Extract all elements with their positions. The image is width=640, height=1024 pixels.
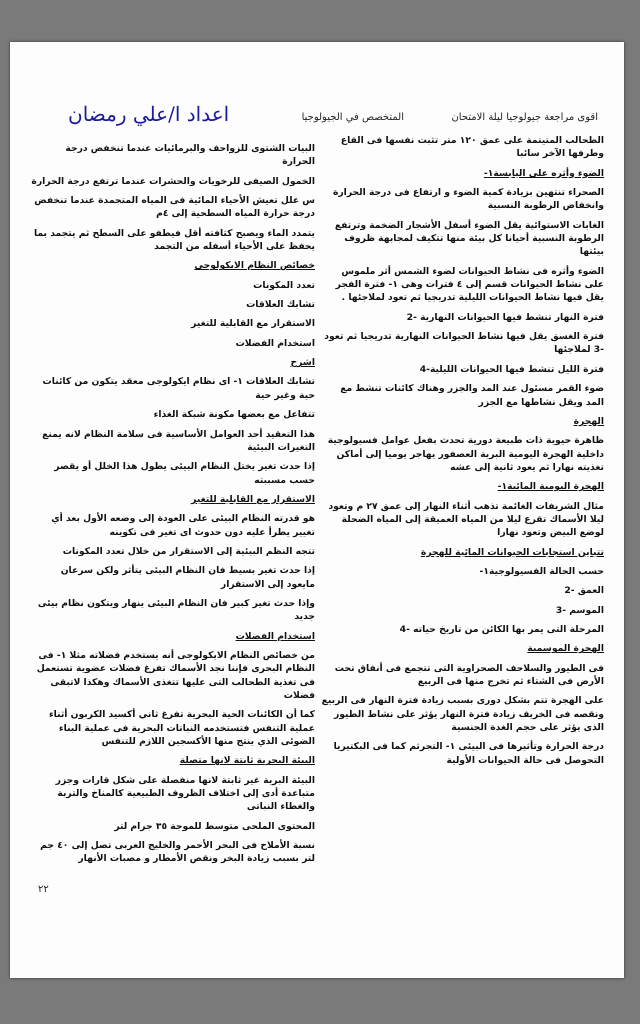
paragraph: الضوء وأثره فى نشاط الحيوانات لضوء الشمس أثر ملموس على نشاط الحيوانات قسم إلى ٤ فترات وهى ١- فترة الفجر يقل فيها نشاط الحيوانات الليلية تدريجيا ثم تعود لملاجئها . (335, 265, 604, 304)
paragraph: كما أن الكائنات الحية البحرية تفرغ ثاني أكسيد الكربون أثناء عملية التنفس فتستخدمه النباتات البحرية فى عملية البناء الضوئى الذي ينتج منها الأكسجين اللازم للتنفس (48, 709, 315, 748)
paragraph: يتمدد الماء ويصبح كثافته أقل فيطفو على السطح ثم يتجمد بما يحفظ على الأحياء أسفله من التجمد (33, 227, 315, 253)
paragraph: إذا حدث تغير بسيط فان النظام البيئى يتأثر ولكن سرعان مايعود إلى الاستقرار (60, 565, 315, 590)
list-item: العمق -2 (564, 585, 604, 597)
list-item: حسب الحالة الفسيولوجية١- (479, 565, 604, 577)
right-column (319, 134, 604, 773)
paragraph: البيئة البحرية ثابتة لانها متصلة (179, 755, 315, 767)
paragraph: فى الطيور والسلاحف الصحراوية التى تتجمع فى أنفاق تحت الأرض فى الشتاء ثم تخرج منها فى الربيع (334, 662, 604, 687)
paragraph: ظاهرة حيوية ذات طبيعة دورية تحدث بفعل عوامل فسيولوجية داخلية الهجرة اليومية البرية العصفور يهاجر يوميا إلى أماكن تغذيته نهارا ثم يعود ثانية إلى عشه (327, 435, 604, 473)
header-title: اقوى مراجعة جيولوجيا ليلة الامتحان (451, 112, 598, 123)
list-item: الاستقرار مع القابلية للتغير (191, 318, 315, 330)
section-heading: الهجرة (573, 415, 604, 427)
paragraph: البيات الشتوى للزواحف والبرمائيات عندما تنخفض درجة الحرارة (65, 143, 315, 168)
paragraph: الصحراء تنتهين بزيادة كمية الضوء و ارتفاع فى درجة الحرارة وانخفاض الرطوبة النسبية (332, 187, 604, 212)
paragraph: تتجه النظم البيئية إلى الاستقرار من خلال تعدد المكونات (62, 545, 315, 557)
paragraph: تشابك العلاقات ١- اى نظام ايكولوجى معقد يتكون من كائنات حية وغير حية (42, 376, 315, 401)
paragraph: تتفاعل مع بعضها مكونة شبكة الغذاء (153, 409, 315, 421)
list-item: المرحلة التى يمر بها الكائن من تاريخ حياته -4 (399, 623, 604, 635)
list-item: الموسم -3 (555, 604, 604, 616)
list-item: تشابك العلاقات (246, 299, 315, 311)
paragraph: هذا التعقيد أحد العوامل الأساسية فى سلامة النظام لانه يمنع التغيرات البيئية (42, 428, 315, 453)
paragraph: الطحالب المتيتمة على عمق ١٢٠ متر تثبت نفسها فى القاع وطرفها الآخر سائبا (340, 135, 604, 160)
paragraph: الغابات الاستوائية يقل الضوء أسفل الأشجار الضخمة وترتفع الرطوبة النسبية أحيانا كل بيئة منها تتكيف لمجابهة ظروف بيئتها (334, 219, 604, 258)
section-heading: الاستقرار مع القابلية للتغير (191, 493, 315, 505)
paragraph: فترة الغسق يقل فيها نشاط الحيوانات النهارية تدريجيا ثم تعود -3 لملاجئها (324, 331, 604, 356)
paragraph: البيئة البرية غير ثابتة لانها منفصلة على شكل قارات وجزر متباعدة أدى إلى اختلاف الظروف الطبيعية كالمناخ والتربة والغطاء النباتى (55, 774, 315, 813)
paragraph: مثال الشريفات الغائمة تذهب أثناء النهار إلى عمق ٢٧ م وتعود ليلا الأسماك تقرع ليلا من المياه العميقة إلى المياه الضحلة لوضع البيض وتعود نهارا (328, 500, 604, 539)
paragraph: على الهجرة تتم بشكل دورى بسبب زيادة فترة النهار فى الربيع ونقصه فى الخريف زيادة فترة النهار يؤثر على نشاط الطيور الذى يؤثر على حجم الغدة الجنسية (321, 695, 604, 734)
paragraph: الخمول الصيفى للرخويات والحشرات عندما ترتفع درجة الحرارة (31, 175, 315, 187)
document-page (10, 42, 624, 978)
page-number: ٢٢ (38, 884, 49, 895)
paragraph: فترة الليل تنشط فيها الحيوانات الليلية-4 (419, 363, 604, 375)
section-heading: الهجرة اليومية المائية١- (497, 481, 604, 493)
list-item: تعدد المكونات (253, 279, 315, 291)
paragraph: وإذا حدث تغير كبير فان النظام البيئى ينهار ويتكون نظام بيئى جديد (37, 597, 315, 623)
paragraph: من خصائص النظام الايكولوجى أنه يستخدم فضلاته مثلا ١- فى النظام البحرى فإننا نجد الأسماك تفرغ فضلات عضوية تستعمل فى تغذية الطحالب التى عليها تتغذى الأسماك وهكذا لاتبقى فضلات (36, 649, 315, 701)
section-heading: تتباين استجابات الحيوانات المائية للهجرة (420, 546, 604, 558)
paragraph: نسبة الأملاح فى البحر الأحمر والخليج العربى تصل إلى ٤٠ جم لتر بسبب زيادة البخر ونقص الأمطار و مصبات الأنهار (40, 840, 315, 865)
left-column (30, 142, 315, 872)
section-heading: اشرح (290, 357, 315, 369)
paragraph: المحتوى الملحى متوسط للموجة ٣٥ جرام لتر (114, 820, 315, 832)
list-item: استخدام الفضلات (235, 337, 315, 349)
author-name: اعداد ا/علي رمضان (68, 102, 230, 126)
paragraph: إذا حدث تغير يختل النظام البيئى يطول هذا الخلل أو يقصر حسب مسببته (54, 461, 315, 486)
section-heading: خصائص النظام الايكولوجى (194, 260, 315, 272)
section-heading: الهجرة الموسمية (527, 643, 604, 655)
section-heading: استخدام الفضلات (235, 630, 315, 642)
header-subtitle: المتخصص في الجيولوجيا (301, 112, 404, 123)
paragraph: درجة الحرارة وتأثيرها فى البيئى ١- التجرثم كما فى البكتيريا التحوصل فى حالة الحيوانات الأولية (333, 741, 604, 766)
paragraph: ضوء القمر مسئول عند المد والجزر وهناك كائنات تنشط مع المد ويقل نشاطها مع الجزر (340, 383, 604, 408)
paragraph: فترة النهار تنشط فيها الحيوانات النهارية -2 (406, 311, 604, 323)
paragraph: هو قدرته النظام البيئى على العودة إلى وضعه الأول بعد أي تغيير يطرأ عليه دون حدوث اى تغير فى تكوينه (51, 513, 315, 538)
paragraph: س علل تعيش الأحياء المائية فى المياه المتجمدة عندما تنخفض درجة حرارة المياه السطحية إلى ٤م (34, 195, 315, 220)
section-heading: الضوء وأثره على اليابسة١- (483, 167, 604, 179)
